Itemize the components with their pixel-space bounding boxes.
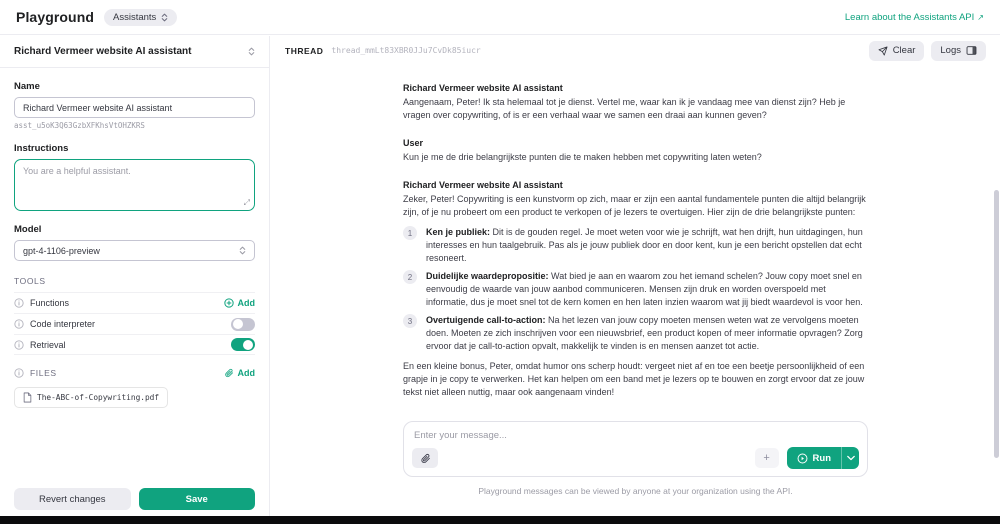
thread-panel	[271, 36, 1000, 516]
save-button[interactable]: Save	[139, 488, 256, 510]
instructions-field	[14, 159, 255, 211]
message-assistant-2	[403, 180, 868, 399]
list-item-text	[426, 314, 868, 353]
list-number-badge: 3	[403, 314, 417, 328]
toggle-knob	[233, 319, 243, 329]
tools-list	[14, 292, 255, 355]
learn-link-label: Learn about the Assistants API	[844, 11, 975, 23]
list-item	[403, 226, 868, 265]
logs-button-label: Logs	[940, 45, 961, 56]
info-icon	[14, 340, 24, 350]
add-message-button[interactable]: +	[755, 448, 779, 468]
list-item-title: Ken je publiek:	[426, 227, 491, 237]
assistant-selector-name: Richard Vermeer website AI assistant	[14, 46, 192, 57]
message-role: Richard Vermeer website AI assistant	[403, 180, 563, 190]
bottom-bar	[0, 516, 1000, 524]
list-number-badge: 2	[403, 270, 417, 284]
list-item-text	[426, 270, 868, 309]
tool-row-code-interpreter	[14, 313, 255, 334]
assistant-selector[interactable]	[0, 36, 269, 68]
external-link-icon: ↗	[977, 12, 984, 22]
run-button[interactable]	[787, 447, 841, 469]
chevron-down-icon	[847, 455, 855, 461]
chevron-updown-icon	[161, 13, 168, 22]
revert-changes-button[interactable]: Revert changes	[14, 488, 131, 510]
info-icon	[14, 368, 24, 378]
send-slash-icon	[878, 46, 888, 56]
page-title: Playground	[16, 9, 95, 25]
functions-add-label: Add	[237, 298, 255, 308]
panel-right-icon	[966, 45, 977, 56]
list-number-badge: 1	[403, 226, 417, 240]
message-composer	[403, 421, 868, 477]
learn-assistants-api-link[interactable]	[845, 12, 984, 23]
clear-button[interactable]	[869, 41, 925, 61]
info-icon	[14, 319, 24, 329]
instructions-label: Instructions	[14, 143, 69, 154]
message-role: User	[403, 138, 424, 148]
message-role: Richard Vermeer website AI assistant	[403, 83, 563, 93]
logs-button[interactable]	[931, 41, 986, 61]
tool-row-retrieval	[14, 334, 255, 355]
list-item-body: Na het lezen van jouw copy moeten mensen weten wat ze vervolgens moeten doen. Moeten ze zich inschrijven voor een nieuwsbrief, een product kopen of meer informatie opvragen? Zorg ervoor dat je call-to-action opvalt, makkelijk te vinden is en mensen aanzet tot actie.	[426, 315, 863, 351]
thread-id: thread_mmLt83XBR0JJu7CvDk85iucr	[331, 46, 481, 55]
file-chip-name: The-ABC-of-Copywriting.pdf	[37, 393, 160, 402]
assistant-config-sidebar	[0, 36, 270, 516]
thread-header	[271, 36, 1000, 65]
message-outro: En een kleine bonus, Peter, omdat humor ons scherp houdt: vergeet niet af en toe een beetje persoonlijkheid of een grapje in je copy te verwerken. Het kan helpen om een band met je lezers op te bouwen en zorgt ervoor dat ze jouw tekst niet alleen nuttig, maar ook aangenaam vinden!	[403, 361, 865, 397]
files-add-button[interactable]	[224, 368, 256, 378]
chevron-updown-icon	[248, 47, 255, 56]
thread-label: THREAD	[285, 45, 324, 56]
composer-toolbar	[412, 447, 859, 469]
list-item	[403, 314, 868, 353]
model-select-value: gpt-4-1106-preview	[23, 245, 100, 256]
toggle-knob	[243, 340, 253, 350]
tool-label-functions: Functions	[30, 298, 70, 308]
retrieval-toggle[interactable]	[231, 338, 255, 351]
mode-selector-label: Assistants	[113, 11, 157, 23]
list-item-title: Duidelijke waardepropositie:	[426, 271, 549, 281]
chevron-updown-icon	[239, 246, 246, 255]
circle-plus-icon	[224, 298, 234, 308]
clear-button-label: Clear	[892, 45, 916, 56]
message-text: Aangenaam, Peter! Ik sta helemaal tot je dienst. Vertel me, waar kan ik je vandaag mee van dienst zijn? Heb je vragen over copywriting, of is er een verhaal waar we samen een draai aan kunnen geven?	[403, 97, 846, 120]
tool-label-retrieval: Retrieval	[30, 339, 66, 350]
resize-handle-icon[interactable]: ⤢	[243, 198, 250, 207]
attach-file-button[interactable]	[412, 448, 438, 468]
info-icon	[14, 298, 24, 308]
scrollbar[interactable]	[994, 190, 999, 458]
file-chip[interactable]	[14, 387, 168, 408]
files-add-label: Add	[237, 368, 255, 378]
run-options-button[interactable]	[841, 447, 859, 469]
messages-column	[403, 65, 868, 496]
list-item-text	[426, 226, 868, 265]
model-select[interactable]	[14, 240, 255, 261]
message-text: Zeker, Peter! Copywriting is een kunstvorm op zich, maar er zijn een aantal fundamentele punten die altijd belangrijk zijn, of je nu probeert om een product te verkopen of je lezers te overtuigen. Hier zijn de drie belangrijkste punten:	[403, 194, 866, 217]
sidebar-footer	[14, 488, 255, 510]
tools-section-label: TOOLS	[14, 276, 46, 286]
message-text: Kun je me de drie belangrijkste punten die te maken hebben met copywriting laten weten?	[403, 152, 762, 162]
privacy-note: Playground messages can be viewed by anyone at your organization using the API.	[478, 486, 793, 496]
tool-row-functions	[14, 292, 255, 313]
assistant-id: asst_u5oK3Q63GzbXFKhsVtOHZKRS	[14, 121, 145, 130]
list-item-body: Dit is de gouden regel. Je moet weten voor wie je schrijft, wat hen drijft, hun uitdagingen, hun interesses en hun taalgebruik. Pas als je jouw publiek door en door kent, kun je een bericht opstellen dat echt resoneert.	[426, 227, 863, 263]
message-input[interactable]	[414, 430, 857, 441]
message-user-1	[403, 138, 868, 164]
model-label: Model	[14, 224, 42, 235]
list-item-title: Overtuigende call-to-action:	[426, 315, 546, 325]
run-button-label: Run	[812, 452, 831, 464]
instructions-input[interactable]	[15, 160, 254, 210]
document-icon	[23, 392, 32, 403]
functions-add-button[interactable]	[224, 298, 256, 308]
name-label: Name	[14, 81, 40, 92]
paperclip-icon	[420, 453, 431, 464]
tool-label-code-interpreter: Code interpreter	[30, 319, 96, 329]
mode-selector[interactable]	[104, 9, 177, 26]
thread-scroll-area[interactable]	[271, 65, 1000, 516]
name-input[interactable]	[14, 97, 255, 118]
play-circle-icon	[797, 453, 808, 464]
list-item-body: Wat bied je aan en waarom zou het iemand schelen? Jouw copy moet snel en eenvoudig de waarde van jouw aanbod communiceren. Mensen zijn druk en worden overspoeld met informatie, dus je moet snel tot de kern komen en hen laten inzien waarom wat jij biedt waardevol is voor hen.	[426, 271, 863, 307]
list-item	[403, 270, 868, 309]
numbered-list	[403, 226, 868, 353]
code-interpreter-toggle[interactable]	[231, 318, 255, 331]
paperclip-icon	[224, 368, 234, 378]
files-section	[14, 368, 255, 378]
files-section-label: FILES	[30, 368, 57, 378]
message-assistant-1	[403, 83, 868, 122]
run-button-group	[787, 447, 859, 469]
top-header	[0, 0, 1000, 35]
